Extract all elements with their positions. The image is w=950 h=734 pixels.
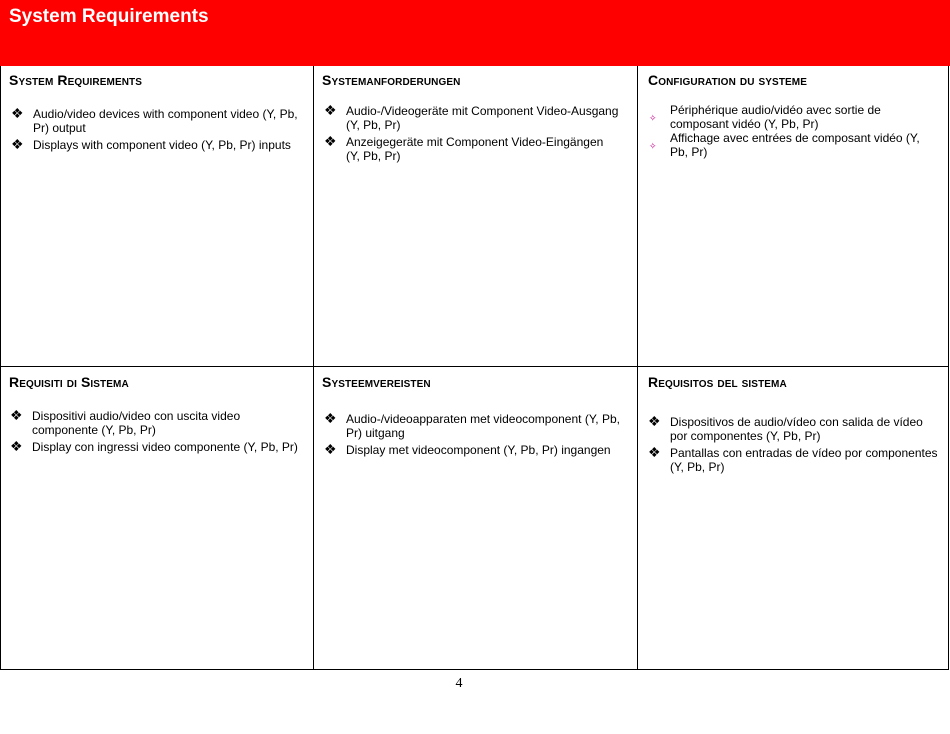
title-banner xyxy=(0,0,950,66)
section-heading: Systemanforderungen xyxy=(322,72,461,88)
diamond-bullet-icon: ❖ xyxy=(324,441,337,457)
list-item: ❖ Audio/video devices with component video (Y, Pb, Pr) output xyxy=(11,105,298,135)
requirements-list xyxy=(10,409,302,457)
diamond-bullet-icon: ❖ xyxy=(324,133,337,149)
section-heading: Requisiti di Sistema xyxy=(9,374,129,390)
requirements-list xyxy=(648,103,938,159)
list-item: ✧ Affichage avec entrées de composant vidéo (Y, Pb, Pr) xyxy=(649,131,920,159)
section-german xyxy=(314,66,637,366)
section-spanish xyxy=(638,367,949,669)
list-item: ❖ Display met videocomponent (Y, Pb, Pr) ingangen xyxy=(324,441,611,457)
sparkle-bullet-icon: ✧ xyxy=(649,113,657,123)
sparkle-bullet-icon: ✧ xyxy=(649,141,657,151)
diamond-bullet-icon: ❖ xyxy=(10,407,23,423)
section-english xyxy=(1,66,313,366)
list-item: ❖ Pantallas con entradas de vídeo por componentes (Y, Pb, Pr) xyxy=(648,444,938,474)
list-item: ❖ Display con ingressi video componente (Y, Pb, Pr) xyxy=(10,438,298,454)
diamond-bullet-icon: ❖ xyxy=(648,444,661,460)
section-heading: Configuration du systeme xyxy=(648,72,807,88)
section-french xyxy=(638,66,949,366)
requirements-list xyxy=(324,412,620,460)
list-item: ❖ Audio-/videoapparaten met videocomponent (Y, Pb, Pr) uitgang xyxy=(324,410,620,440)
section-heading: Requisitos del sistema xyxy=(648,374,787,390)
requirements-list xyxy=(11,107,301,155)
diamond-bullet-icon: ❖ xyxy=(10,438,23,454)
list-item: ❖ Audio-/Videogeräte mit Component Video-Ausgang (Y, Pb, Pr) xyxy=(324,102,619,132)
diamond-bullet-icon: ❖ xyxy=(11,105,24,121)
requirements-list xyxy=(324,104,620,166)
requirements-list xyxy=(648,415,940,477)
page-number: 4 xyxy=(455,676,463,691)
diamond-bullet-icon: ❖ xyxy=(324,102,337,118)
section-dutch xyxy=(314,367,637,669)
list-item: ❖ Anzeigegeräte mit Component Video-Eingängen (Y, Pb, Pr) xyxy=(324,133,604,163)
list-item: ✧ Périphérique audio/vidéo avec sortie de composant vidéo (Y, Pb, Pr) xyxy=(649,103,881,131)
section-heading: Systeemvereisten xyxy=(322,374,431,390)
list-item: ❖ Dispositivos de audio/vídeo con salida de vídeo por componentes (Y, Pb, Pr) xyxy=(648,413,923,443)
section-heading: System Requirements xyxy=(9,72,143,88)
diamond-bullet-icon: ❖ xyxy=(648,413,661,429)
page-title: System Requirements xyxy=(9,6,209,27)
diamond-bullet-icon: ❖ xyxy=(324,410,337,426)
requirements-grid xyxy=(0,66,949,670)
list-item: ❖ Displays with component video (Y, Pb, Pr) inputs xyxy=(11,136,291,152)
diamond-bullet-icon: ❖ xyxy=(11,136,24,152)
section-italian xyxy=(1,367,313,669)
list-item: ❖ Dispositivi audio/video con uscita video componente (Y, Pb, Pr) xyxy=(10,407,241,437)
